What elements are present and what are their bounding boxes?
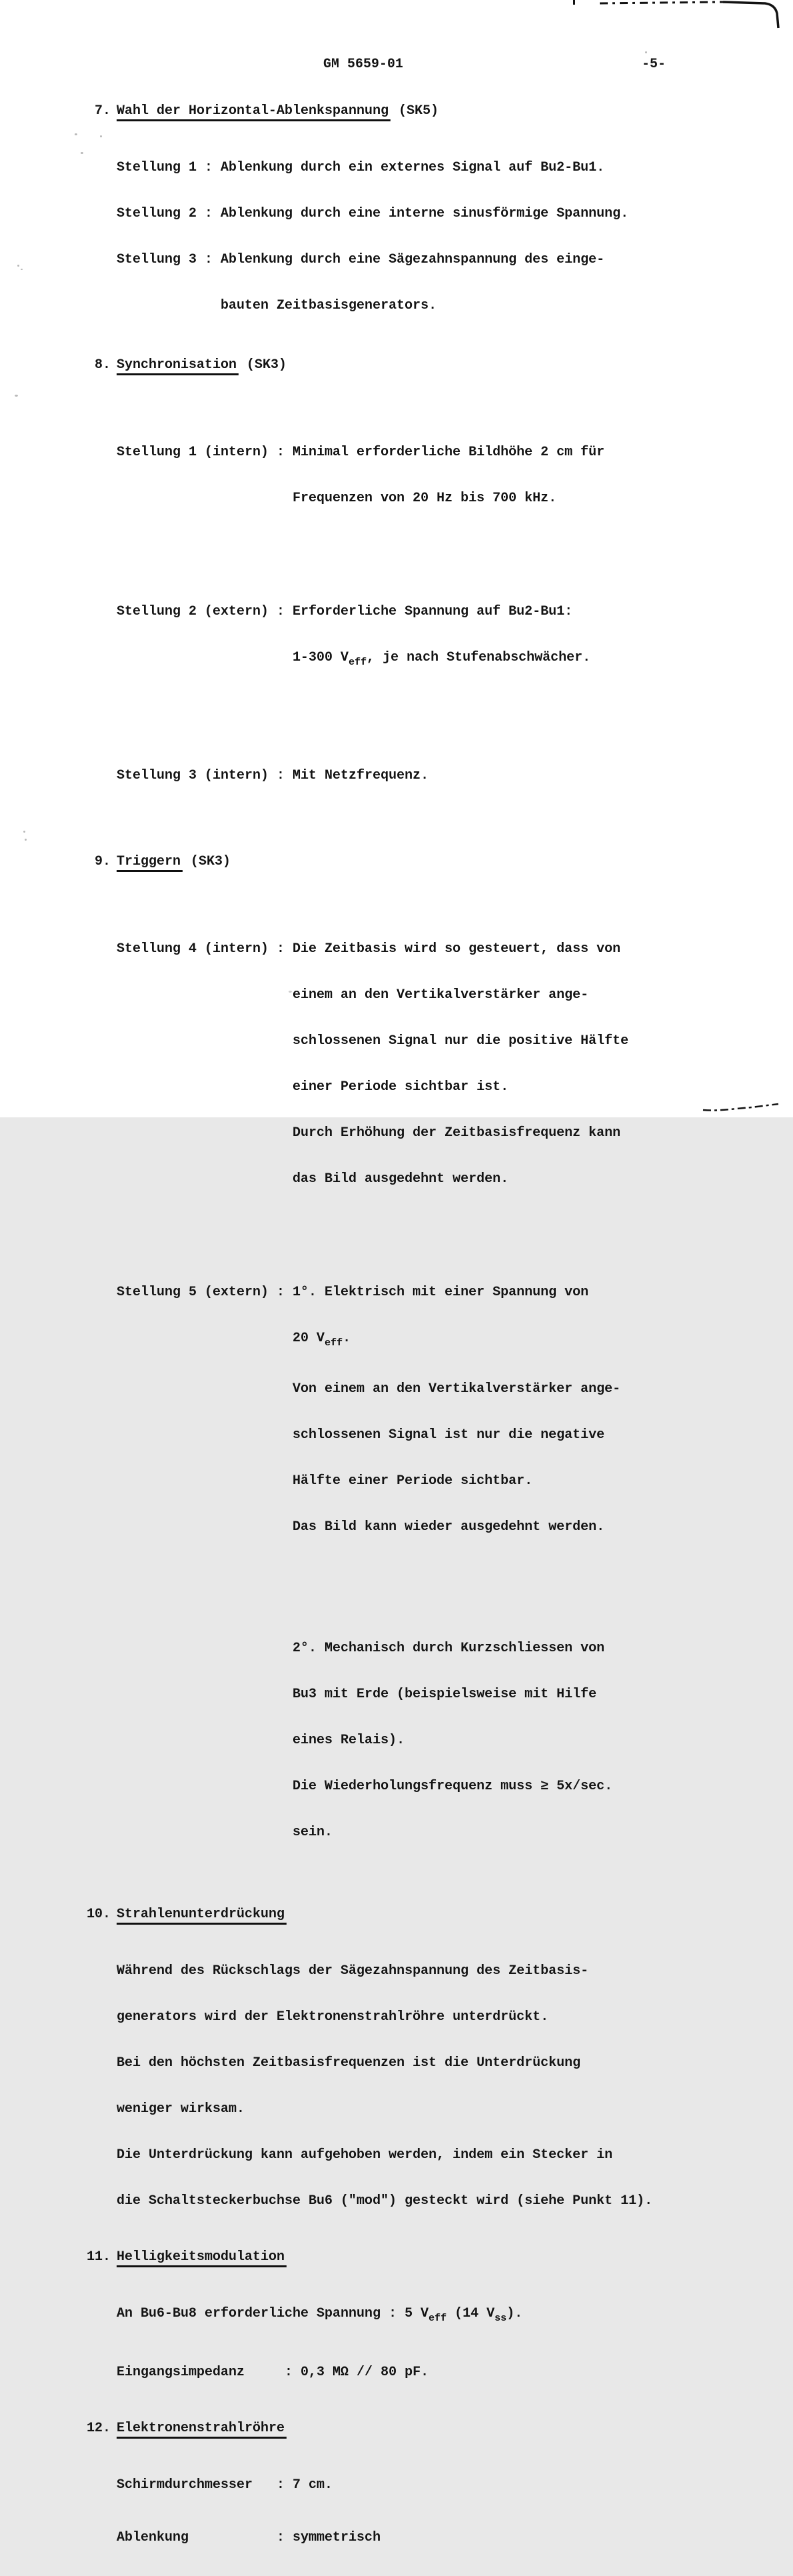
section-title: Elektronenstrahlröhre [117, 2421, 287, 2439]
text-line: Ablenkung : symmetrisch [117, 2530, 381, 2545]
stellung-entry [117, 414, 756, 537]
text-line: Stellung 4 (intern) : Die Zeitbasis wird so gesteuert, dass von [117, 941, 621, 957]
text-line: Bei den höchsten Zeitbasisfrequenzen ist die Unterdrückung [117, 2055, 581, 2071]
text-line: bauten Zeitbasisgenerators. [117, 298, 437, 313]
text-line: Die Unterdrückung kann aufgehoben werden, indem ein Stecker in [117, 2147, 613, 2163]
text-line: einer Periode sichtbar ist. [117, 1079, 509, 1095]
stellung-entry [117, 911, 756, 1217]
stellung-entry-continuation [117, 1610, 756, 1871]
text-line: 2°. Mechanisch durch Kurzschliessen von [117, 1641, 605, 1656]
text-line: eines Relais). [117, 1733, 405, 1748]
scan-speck [645, 51, 647, 53]
section-number: 10. [86, 1907, 111, 1922]
section-8-synchronisation [94, 357, 756, 845]
text-line: einem an den Vertikalverstärker ange- [117, 987, 589, 1003]
section-number: 12. [86, 2421, 111, 2436]
section-number: 7. [94, 103, 111, 119]
stellung-entry [117, 1254, 756, 1565]
section-heading [94, 854, 756, 872]
text-line: generators wird der Elektronenstrahlröhre unterdrückt. [117, 2009, 549, 2025]
section-heading [86, 1907, 756, 1925]
text-line: Stellung 5 (extern) : 1°. Elektrisch mit einer Spannung von [117, 1285, 589, 1300]
text-line: Bu3 mit Erde (beispielsweise mit Hilfe [117, 1687, 597, 1702]
section-title-suffix: (SK5) [391, 103, 439, 119]
text-line: Die Wiederholungsfrequenz muss ≥ 5x/sec. [117, 1779, 613, 1794]
text-line: Stellung 1 : Ablenkung durch ein externes Signal auf Bu2-Bu1. [117, 160, 605, 175]
section-9-triggern [94, 854, 756, 1901]
page-body [86, 72, 756, 2576]
text-line: das Bild ausgedehnt werden. [117, 1171, 509, 1187]
section-heading [86, 2249, 756, 2267]
subscript: ss [494, 2313, 507, 2324]
scan-speck [25, 839, 27, 841]
page-number: -5- [642, 57, 666, 72]
text-line: Hälfte einer Periode sichtbar. [117, 1473, 533, 1489]
text-line: Das Bild kann wieder ausgedehnt werden. [117, 1519, 605, 1535]
section-title-suffix: (SK3) [183, 854, 231, 869]
text-line: Stellung 2 (extern) : Erforderliche Spannung auf Bu2-Bu1: [117, 604, 573, 619]
text-line: Von einem an den Vertikalverstärker ange- [117, 1381, 621, 1397]
text-line: Stellung 2 : Ablenkung durch eine interne sinusförmige Spannung. [117, 206, 629, 221]
text-line: Eingangsimpedanz : 0,3 MΩ // 80 pF. [117, 2365, 429, 2380]
stellung-entry [117, 573, 756, 701]
section-title-suffix: (SK3) [239, 357, 287, 373]
text-line: schlossenen Signal ist nur die negative [117, 1427, 605, 1443]
section-title: Synchronisation [117, 357, 239, 375]
text-line: Stellung 3 : Ablenkung durch eine Sägezahnspannung des einge- [117, 252, 605, 267]
text-line: 1-300 $V_{eff}$, je nach Stufenabschwächer. [117, 650, 591, 668]
scan-speck [23, 831, 25, 833]
subscript: eff [428, 2313, 447, 2324]
subscript: eff [325, 1337, 343, 1349]
scan-speck [100, 135, 102, 137]
section-heading [94, 357, 756, 375]
text-line: Durch Erhöhung der Zeitbasisfrequenz kann [117, 1125, 621, 1141]
page-header [0, 57, 793, 72]
text-line: Stellung 3 (intern) : Mit Netzfrequenz. [117, 768, 429, 783]
document-number: GM 5659-01 [323, 57, 404, 72]
text-line: An Bu6-Bu8 erforderliche Spannung : 5 $V_{eff}$ (14 $V_{ss}$). [117, 2306, 523, 2324]
section-11-helligkeitsmodulation [86, 2249, 756, 2411]
section-title: Strahlenunterdrückung [117, 1907, 287, 1925]
scan-speck [75, 133, 77, 135]
section-number: 8. [94, 357, 111, 373]
subscript: eff [349, 657, 367, 668]
section-heading [86, 2421, 756, 2439]
scan-speck [81, 152, 83, 154]
section-heading [94, 103, 756, 121]
text-line: sein. [117, 1825, 333, 1840]
text-line: schlossenen Signal nur die positive Hälfte [117, 1033, 629, 1049]
text-line: Während des Rückschlags der Sägezahnspannung des Zeitbasis- [117, 1963, 589, 1979]
section-title: Triggern [117, 854, 183, 872]
section-number: 9. [94, 854, 111, 869]
text-line: 20 $V_{eff}$. [117, 1331, 351, 1349]
scan-corner-artifact-top-right [566, 0, 793, 40]
section-7-horizontal-ablenkspannung [94, 103, 756, 344]
section-number: 11. [86, 2249, 111, 2265]
section-title: Helligkeitsmodulation [117, 2249, 287, 2267]
stellung-entry [117, 737, 756, 814]
section-12-elektronenstrahlroehre [86, 2421, 756, 2576]
section-10-strahlenunterdrueckung [86, 1907, 756, 2239]
scan-speck [17, 265, 19, 267]
scan-speck [21, 269, 23, 270]
section-title: Wahl der Horizontal-Ablenkspannung [117, 103, 391, 121]
text-line: Stellung 1 (intern) : Minimal erforderliche Bildhöhe 2 cm für [117, 445, 605, 460]
scan-speck [15, 395, 18, 397]
text-line: die Schaltsteckerbuchse Bu6 ("mod") gesteckt wird (siehe Punkt 11). [117, 2193, 653, 2209]
text-line: Frequenzen von 20 Hz bis 700 kHz. [117, 491, 557, 506]
text-line: Schirmdurchmesser : 7 cm. [117, 2477, 333, 2493]
text-line: weniger wirksam. [117, 2101, 245, 2117]
